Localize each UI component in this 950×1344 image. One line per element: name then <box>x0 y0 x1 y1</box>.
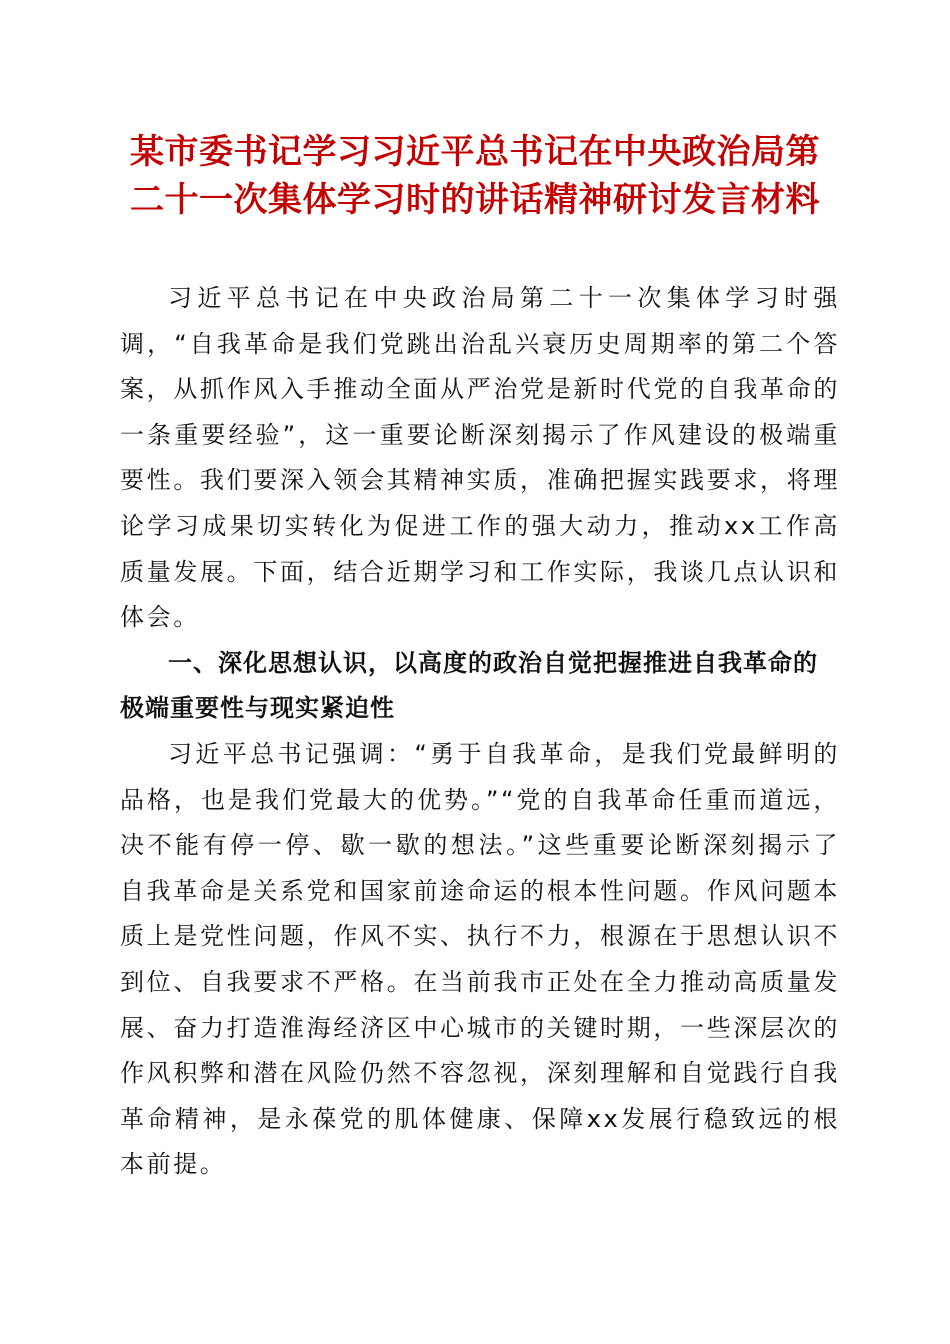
title-line-2: 二十一次集体学习时的讲话精神研讨发言材料 <box>130 180 820 220</box>
section-1-heading: 一、深化思想认识，以高度的政治自觉把握推进自我革命的极端重要性与现实紧迫性 <box>120 648 818 723</box>
document-body <box>120 276 840 1188</box>
intro-paragraph: 习近平总书记在中央政治局第二十一次集体学习时强调，“自我革命是我们党跳出治乱兴衰历史周期率的第二个答案，从抓作风入手推动全面从严治党是新时代党的自我革命的一条重要经验”，这一重要论断深刻揭示了作风建设的极端重要性。我们要深入领会其精神实质，准确把握实践要求，将理论学习成果切实转化为促进工作的强大动力，推动xx工作高质量发展。下面，结合近期学习和工作实际，我谈几点认识和体会。 <box>120 284 840 632</box>
document-title <box>100 128 850 224</box>
title-line-1: 某市委书记学习习近平总书记在中央政治局第 <box>130 132 820 172</box>
section-1-paragraph: 习近平总书记强调：“勇于自我革命，是我们党最鲜明的品格，也是我们党最大的优势。”“党的自我革命任重而道远，决不能有停一停、歇一歇的想法。”这些重要论断深刻揭示了自我革命是关系党和国家前途命运的根本性问题。作风问题本质上是党性问题，作风不实、执行不力，根源在于思想认识不到位、自我要求不严格。在当前我市正处在全力推动高质量发展、奋力打造淮海经济区中心城市的关键时期，一些深层次的作风积弊和潜在风险仍然不容忽视，深刻理解和自觉践行自我革命精神，是永葆党的肌体健康、保障xx发展行稳致远的根本前提。 <box>120 739 840 1179</box>
